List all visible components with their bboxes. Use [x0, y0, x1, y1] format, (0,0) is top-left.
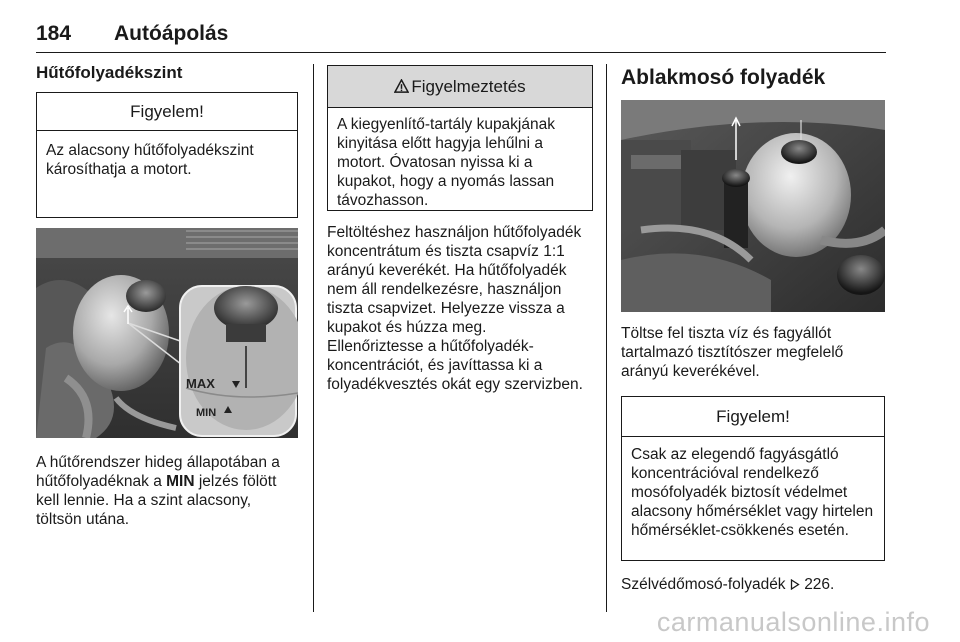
notice-box-washer — [621, 396, 885, 561]
notice-box-coolant — [36, 92, 298, 218]
min-mark-bold: MIN — [166, 473, 195, 490]
max-label: MAX — [186, 376, 215, 391]
notice-heading: Figyelem! — [37, 93, 297, 131]
washer-reservoir-figure — [621, 100, 885, 312]
page-number: 184 — [36, 22, 72, 45]
section-title-washer: Ablakmosó folyadék — [621, 66, 826, 89]
washer-reference-text: Szélvédőmosó-folyadék — [621, 576, 790, 593]
page-header — [36, 22, 886, 53]
notice-text: Az alacsony hűtőfolyadékszint károsíthatja a motort. — [46, 142, 254, 178]
washer-notice-text: Csak az elegendő fagyásgátló koncentrációval rendelkező mosófolyadék biztosít védelmet alacsony hőmérséklet vagy hirtelen hőmérséklet-csökkenés esetén. — [631, 446, 874, 539]
washer-notice-heading: Figyelem! — [622, 397, 884, 437]
check-instructions: Ellenőriztesse a hűtőfolyadék-koncentrációt, és javíttassa ki a folyadékvesztés okát egy szervizben. — [327, 338, 583, 393]
washer-reference[interactable] — [621, 575, 885, 594]
watermark: carmanualsonline.info — [656, 607, 930, 637]
fill-instructions: Feltöltéshez használjon hűtőfolyadék koncentrátum és tiszta csapvíz 1:1 arányú keverékét. Ha hűtőfolyadék nem áll rendelkezésre, használjon tiszta csapvizet. Helyezze vissza a kupakot és húzza meg. — [327, 224, 582, 336]
coolant-paragraph-part2: jelzés fölött kell lennie. Ha a szint alacsony, töltsön utána. — [36, 473, 277, 528]
warning-heading — [328, 66, 592, 108]
reference-arrow-icon — [790, 579, 800, 590]
min-label: MIN — [196, 407, 217, 419]
coolant-paragraph-part1: A hűtőrendszer hideg állapotában a hűtőfolyadéknak a — [36, 454, 280, 490]
column-divider-1 — [313, 64, 314, 612]
column-coolant-warning — [327, 62, 593, 394]
column-coolant — [36, 62, 298, 529]
washer-engine-photo — [621, 100, 885, 312]
column-divider-2 — [606, 64, 607, 612]
warning-text: A kiegyenlítő-tartály kupakjának kinyitása előtt hagyja lehűlni a motort. Óvatosan nyissa ki a kupakot, hogy a nyomás lassan távozhasson. — [337, 116, 555, 209]
engine-bay-photo — [36, 228, 298, 438]
warning-box — [327, 65, 593, 211]
section-title-coolant: Hűtőfolyadékszint — [36, 63, 183, 82]
washer-fill-paragraph: Töltse fel tiszta víz és fagyállót tartalmazó tisztítószer megfelelő arányú keverékével. — [621, 325, 844, 380]
coolant-reservoir-figure — [36, 228, 298, 438]
chapter-title: Autóápolás — [114, 22, 229, 45]
warning-triangle-icon — [394, 79, 409, 94]
coolant-paragraph — [36, 453, 298, 529]
column-washer-fluid — [621, 62, 885, 594]
washer-reference-page: 226. — [804, 576, 835, 593]
warning-heading-text: Figyelmeztetés — [411, 77, 526, 96]
